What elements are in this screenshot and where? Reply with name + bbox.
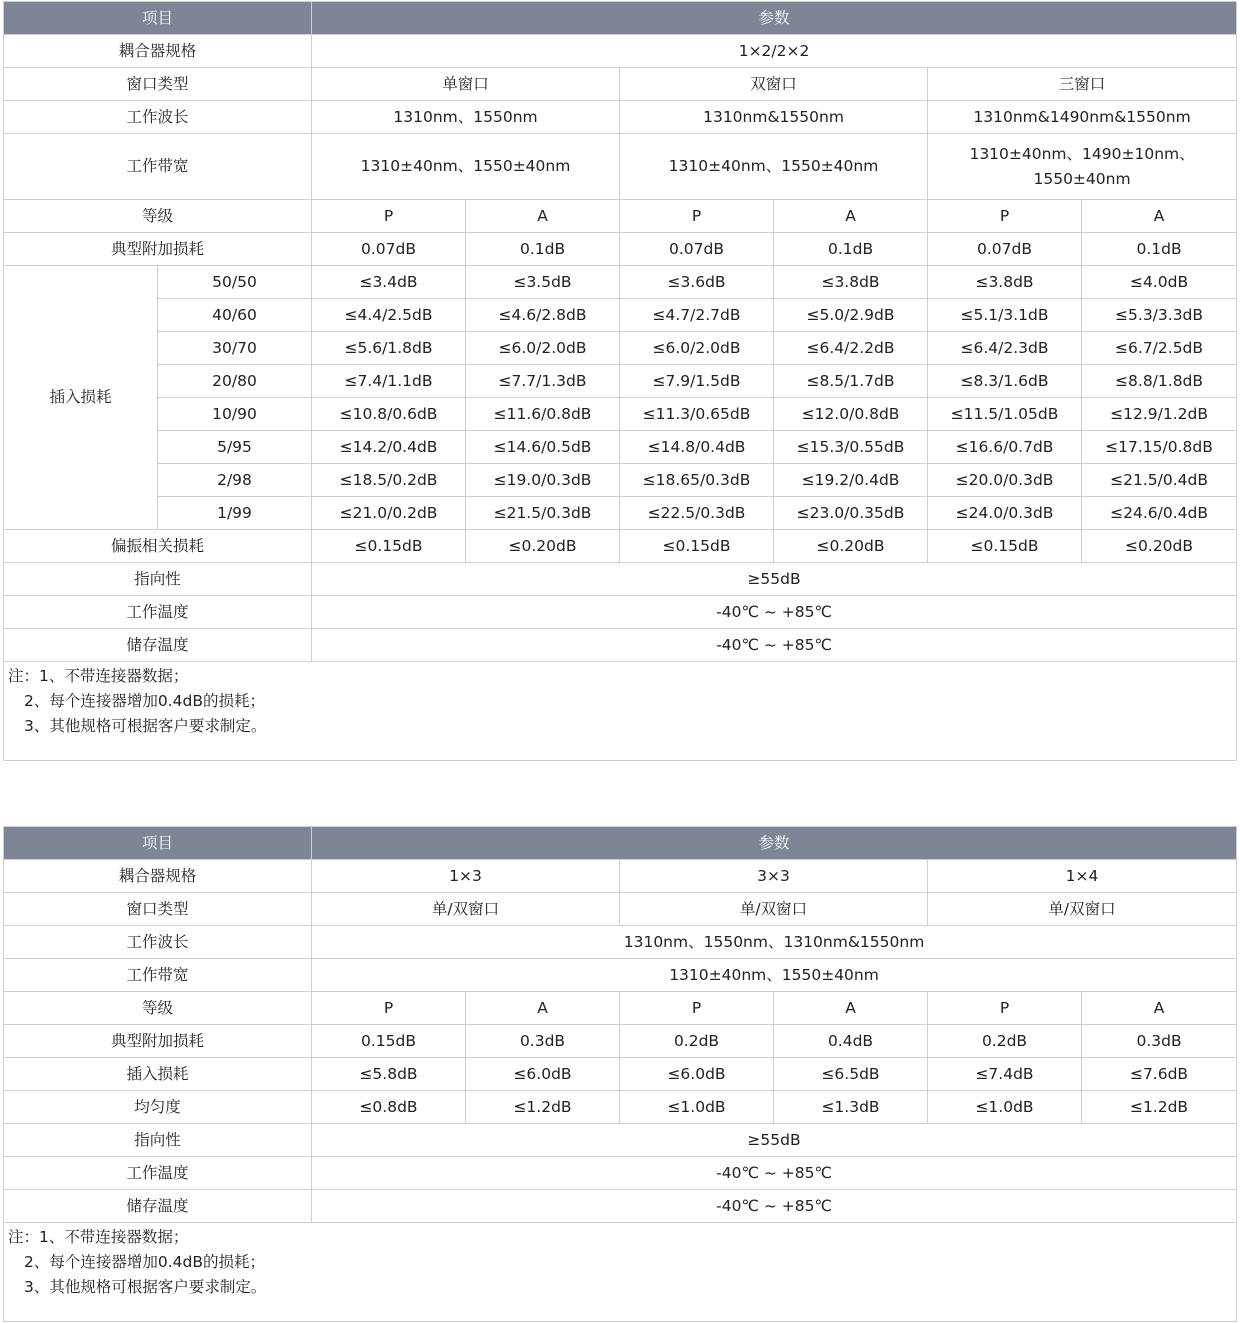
- insertion-loss-cell: ≤5.8dB: [312, 1058, 466, 1091]
- insertion-loss-cell: ≤3.6dB: [620, 266, 774, 299]
- uniformity-cell: ≤1.2dB: [1082, 1091, 1237, 1124]
- insertion-loss-row: [4, 299, 1237, 332]
- insertion-loss-cell: ≤16.6/0.7dB: [928, 431, 1082, 464]
- bandwidth-cell: 1310±40nm、1550±40nm: [312, 134, 620, 200]
- insertion-loss-cell: ≤19.0/0.3dB: [466, 464, 620, 497]
- coupler-spec-row: [4, 860, 1237, 893]
- bandwidth-row: [4, 959, 1237, 992]
- insertion-loss-cell: ≤3.4dB: [312, 266, 466, 299]
- operating-temp-value: -40℃ ~ +85℃: [312, 1157, 1237, 1190]
- pdl-cell: ≤0.15dB: [928, 530, 1082, 563]
- storage-temp-value: -40℃ ~ +85℃: [312, 1190, 1237, 1223]
- uniformity-cell: ≤1.3dB: [774, 1091, 928, 1124]
- grade-cell: P: [620, 992, 774, 1025]
- insertion-loss-cell: ≤12.0/0.8dB: [774, 398, 928, 431]
- row-label: 窗口类型: [4, 893, 312, 926]
- row-label: 工作带宽: [4, 134, 312, 200]
- note-line: 3、其他规格可根据客户要求制定。: [24, 1278, 267, 1296]
- grade-cell: A: [466, 992, 620, 1025]
- insertion-loss-cell: ≤21.5/0.3dB: [466, 497, 620, 530]
- grade-cell: A: [774, 200, 928, 233]
- header-row: [4, 2, 1237, 35]
- bandwidth-row: [4, 134, 1237, 200]
- split-ratio: 5/95: [158, 431, 312, 464]
- grade-cell: A: [1082, 200, 1237, 233]
- insertion-loss-cell: ≤3.8dB: [774, 266, 928, 299]
- coupler-spec-cell: 3×3: [620, 860, 928, 893]
- insertion-loss-cell: ≤14.6/0.5dB: [466, 431, 620, 464]
- insertion-loss-cell: ≤6.7/2.5dB: [1082, 332, 1237, 365]
- grade-cell: P: [312, 992, 466, 1025]
- note-line: 2、每个连接器增加0.4dB的损耗；: [24, 692, 265, 710]
- excess-loss-cell: 0.4dB: [774, 1025, 928, 1058]
- operating-temp-value: -40℃ ~ +85℃: [312, 596, 1237, 629]
- excess-loss-cell: 0.07dB: [928, 233, 1082, 266]
- excess-loss-cell: 0.2dB: [620, 1025, 774, 1058]
- row-label: 等级: [4, 200, 312, 233]
- row-label: 插入损耗: [4, 1058, 312, 1091]
- insertion-loss-row: [4, 1058, 1237, 1091]
- grade-cell: P: [928, 200, 1082, 233]
- split-ratio: 1/99: [158, 497, 312, 530]
- directivity-row: [4, 563, 1237, 596]
- row-label: 指向性: [4, 1124, 312, 1157]
- grade-cell: P: [928, 992, 1082, 1025]
- insertion-loss-cell: ≤21.0/0.2dB: [312, 497, 466, 530]
- excess-loss-cell: 0.07dB: [312, 233, 466, 266]
- operating-temp-row: [4, 596, 1237, 629]
- insertion-loss-cell: ≤19.2/0.4dB: [774, 464, 928, 497]
- grade-cell: A: [1082, 992, 1237, 1025]
- insertion-loss-cell: ≤8.5/1.7dB: [774, 365, 928, 398]
- wavelength-cell: 1310nm、1550nm: [312, 101, 620, 134]
- window-type-cell: 单/双窗口: [620, 893, 928, 926]
- insertion-loss-cell: ≤8.3/1.6dB: [928, 365, 1082, 398]
- row-label: 工作温度: [4, 1157, 312, 1190]
- pdl-cell: ≤0.15dB: [312, 530, 466, 563]
- directivity-value: ≥55dB: [312, 1124, 1237, 1157]
- window-type-row: [4, 893, 1237, 926]
- split-ratio: 10/90: [158, 398, 312, 431]
- row-label: 工作波长: [4, 101, 312, 134]
- coupler-spec-row: [4, 35, 1237, 68]
- insertion-loss-cell: ≤6.0/2.0dB: [620, 332, 774, 365]
- row-label: 工作波长: [4, 926, 312, 959]
- excess-loss-cell: 0.1dB: [1082, 233, 1237, 266]
- insertion-loss-cell: ≤23.0/0.35dB: [774, 497, 928, 530]
- row-label: 等级: [4, 992, 312, 1025]
- grade-cell: P: [312, 200, 466, 233]
- split-ratio: 20/80: [158, 365, 312, 398]
- insertion-loss-cell: ≤6.4/2.2dB: [774, 332, 928, 365]
- insertion-loss-cell: ≤18.5/0.2dB: [312, 464, 466, 497]
- insertion-loss-row: [4, 464, 1237, 497]
- split-ratio: 2/98: [158, 464, 312, 497]
- excess-loss-cell: 0.1dB: [774, 233, 928, 266]
- bandwidth-cell: 1310±40nm、1550±40nm: [620, 134, 928, 200]
- insertion-loss-cell: ≤12.9/1.2dB: [1082, 398, 1237, 431]
- note-line: 注：1、不带连接器数据；: [8, 667, 189, 685]
- pdl-row: [4, 530, 1237, 563]
- insertion-loss-cell: ≤11.6/0.8dB: [466, 398, 620, 431]
- insertion-loss-cell: ≤7.7/1.3dB: [466, 365, 620, 398]
- insertion-loss-cell: ≤6.4/2.3dB: [928, 332, 1082, 365]
- uniformity-cell: ≤0.8dB: [312, 1091, 466, 1124]
- row-label: 工作带宽: [4, 959, 312, 992]
- notes-row: [4, 662, 1237, 761]
- insertion-loss-cell: ≤11.3/0.65dB: [620, 398, 774, 431]
- storage-temp-row: [4, 1190, 1237, 1223]
- wavelength-row: [4, 926, 1237, 959]
- insertion-loss-cell: ≤6.0dB: [620, 1058, 774, 1091]
- header-param: 参数: [312, 2, 1237, 35]
- grade-cell: P: [620, 200, 774, 233]
- excess-loss-row: [4, 233, 1237, 266]
- row-label: 典型附加损耗: [4, 1025, 312, 1058]
- coupler-spec-cell: 1×3: [312, 860, 620, 893]
- insertion-loss-row: [4, 497, 1237, 530]
- insertion-loss-cell: ≤4.4/2.5dB: [312, 299, 466, 332]
- header-item: 项目: [4, 827, 312, 860]
- row-label: 储存温度: [4, 629, 312, 662]
- insertion-loss-row: [4, 431, 1237, 464]
- grade-row: [4, 992, 1237, 1025]
- excess-loss-cell: 0.3dB: [1082, 1025, 1237, 1058]
- uniformity-cell: ≤1.0dB: [928, 1091, 1082, 1124]
- insertion-loss-cell: ≤5.6/1.8dB: [312, 332, 466, 365]
- operating-temp-row: [4, 1157, 1237, 1190]
- window-type-cell: 三窗口: [928, 68, 1237, 101]
- coupler-spec-table-1x3: [3, 826, 1237, 1322]
- insertion-loss-cell: ≤15.3/0.55dB: [774, 431, 928, 464]
- coupler-spec-table-1x2: [3, 1, 1237, 761]
- coupler-spec-value: 1×2/2×2: [312, 35, 1237, 68]
- header-row: [4, 827, 1237, 860]
- insertion-loss-cell: ≤4.0dB: [1082, 266, 1237, 299]
- insertion-loss-cell: ≤4.7/2.7dB: [620, 299, 774, 332]
- insertion-loss-cell: ≤17.15/0.8dB: [1082, 431, 1237, 464]
- wavelength-cell: 1310nm&1550nm: [620, 101, 928, 134]
- insertion-loss-cell: ≤21.5/0.4dB: [1082, 464, 1237, 497]
- insertion-loss-cell: ≤10.8/0.6dB: [312, 398, 466, 431]
- bandwidth-value: 1310±40nm、1550±40nm: [312, 959, 1237, 992]
- insertion-loss-cell: ≤4.6/2.8dB: [466, 299, 620, 332]
- uniformity-cell: ≤1.0dB: [620, 1091, 774, 1124]
- insertion-loss-cell: ≤7.4dB: [928, 1058, 1082, 1091]
- header-item: 项目: [4, 2, 312, 35]
- excess-loss-cell: 0.3dB: [466, 1025, 620, 1058]
- notes-cell: [4, 1223, 1237, 1322]
- insertion-loss-cell: ≤3.8dB: [928, 266, 1082, 299]
- bandwidth-cell: 1310±40nm、1490±10nm、1550±40nm: [928, 134, 1237, 200]
- insertion-loss-cell: ≤3.5dB: [466, 266, 620, 299]
- excess-loss-row: [4, 1025, 1237, 1058]
- window-type-row: [4, 68, 1237, 101]
- insertion-loss-cell: ≤14.8/0.4dB: [620, 431, 774, 464]
- directivity-value: ≥55dB: [312, 563, 1237, 596]
- grade-row: [4, 200, 1237, 233]
- uniformity-row: [4, 1091, 1237, 1124]
- uniformity-cell: ≤1.2dB: [466, 1091, 620, 1124]
- directivity-row: [4, 1124, 1237, 1157]
- insertion-loss-cell: ≤14.2/0.4dB: [312, 431, 466, 464]
- storage-temp-row: [4, 629, 1237, 662]
- row-label: 窗口类型: [4, 68, 312, 101]
- wavelength-row: [4, 101, 1237, 134]
- split-ratio: 30/70: [158, 332, 312, 365]
- pdl-cell: ≤0.15dB: [620, 530, 774, 563]
- insertion-loss-row: [4, 398, 1237, 431]
- notes-cell: [4, 662, 1237, 761]
- row-label: 均匀度: [4, 1091, 312, 1124]
- excess-loss-cell: 0.07dB: [620, 233, 774, 266]
- note-line: 3、其他规格可根据客户要求制定。: [24, 717, 267, 735]
- insertion-loss-cell: ≤20.0/0.3dB: [928, 464, 1082, 497]
- row-label: 耦合器规格: [4, 35, 312, 68]
- insertion-loss-cell: ≤6.0dB: [466, 1058, 620, 1091]
- excess-loss-cell: 0.2dB: [928, 1025, 1082, 1058]
- notes-row: [4, 1223, 1237, 1322]
- row-label: 耦合器规格: [4, 860, 312, 893]
- window-type-cell: 单/双窗口: [312, 893, 620, 926]
- insertion-loss-label: 插入损耗: [4, 266, 158, 530]
- excess-loss-cell: 0.15dB: [312, 1025, 466, 1058]
- insertion-loss-row: [4, 266, 1237, 299]
- pdl-cell: ≤0.20dB: [774, 530, 928, 563]
- row-label: 储存温度: [4, 1190, 312, 1223]
- row-label: 典型附加损耗: [4, 233, 312, 266]
- insertion-loss-cell: ≤5.3/3.3dB: [1082, 299, 1237, 332]
- insertion-loss-row: [4, 332, 1237, 365]
- wavelength-value: 1310nm、1550nm、1310nm&1550nm: [312, 926, 1237, 959]
- window-type-cell: 单窗口: [312, 68, 620, 101]
- insertion-loss-cell: ≤8.8/1.8dB: [1082, 365, 1237, 398]
- wavelength-cell: 1310nm&1490nm&1550nm: [928, 101, 1237, 134]
- split-ratio: 40/60: [158, 299, 312, 332]
- split-ratio: 50/50: [158, 266, 312, 299]
- grade-cell: A: [466, 200, 620, 233]
- insertion-loss-row: [4, 365, 1237, 398]
- note-line: 2、每个连接器增加0.4dB的损耗；: [24, 1253, 265, 1271]
- window-type-cell: 双窗口: [620, 68, 928, 101]
- header-param: 参数: [312, 827, 1237, 860]
- insertion-loss-cell: ≤5.0/2.9dB: [774, 299, 928, 332]
- pdl-cell: ≤0.20dB: [466, 530, 620, 563]
- insertion-loss-cell: ≤7.9/1.5dB: [620, 365, 774, 398]
- coupler-spec-cell: 1×4: [928, 860, 1237, 893]
- row-label: 指向性: [4, 563, 312, 596]
- insertion-loss-cell: ≤24.0/0.3dB: [928, 497, 1082, 530]
- row-label: 工作温度: [4, 596, 312, 629]
- insertion-loss-cell: ≤24.6/0.4dB: [1082, 497, 1237, 530]
- insertion-loss-cell: ≤7.6dB: [1082, 1058, 1237, 1091]
- storage-temp-value: -40℃ ~ +85℃: [312, 629, 1237, 662]
- insertion-loss-cell: ≤11.5/1.05dB: [928, 398, 1082, 431]
- pdl-cell: ≤0.20dB: [1082, 530, 1237, 563]
- insertion-loss-cell: ≤18.65/0.3dB: [620, 464, 774, 497]
- insertion-loss-cell: ≤6.0/2.0dB: [466, 332, 620, 365]
- insertion-loss-cell: ≤6.5dB: [774, 1058, 928, 1091]
- grade-cell: A: [774, 992, 928, 1025]
- row-label: 偏振相关损耗: [4, 530, 312, 563]
- insertion-loss-cell: ≤22.5/0.3dB: [620, 497, 774, 530]
- excess-loss-cell: 0.1dB: [466, 233, 620, 266]
- insertion-loss-cell: ≤5.1/3.1dB: [928, 299, 1082, 332]
- note-line: 注：1、不带连接器数据；: [8, 1228, 189, 1246]
- window-type-cell: 单/双窗口: [928, 893, 1237, 926]
- insertion-loss-cell: ≤7.4/1.1dB: [312, 365, 466, 398]
